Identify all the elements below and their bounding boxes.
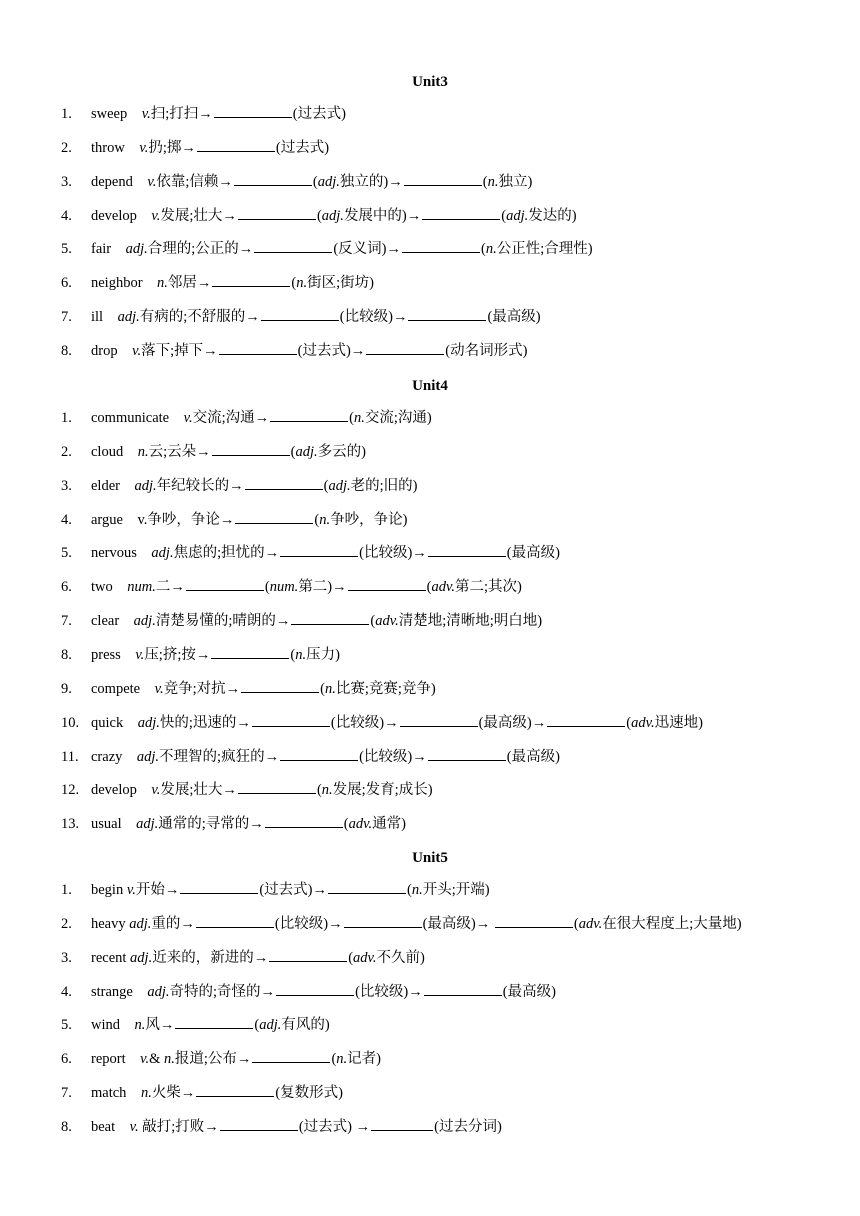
item-text: 有病的;不舒服的→	[139, 309, 260, 326]
part-of-speech: n.	[296, 275, 308, 292]
item-text: (比较级)→	[359, 545, 427, 562]
item-text: begin	[91, 882, 127, 898]
item-number: 2.	[61, 443, 72, 460]
part-of-speech: v.	[183, 410, 193, 426]
item-number: 7.	[61, 613, 72, 630]
vocab-item	[61, 713, 703, 733]
part-of-speech: n.	[140, 1085, 152, 1102]
vocab-item	[61, 1117, 502, 1137]
part-of-speech: adj.	[130, 949, 153, 966]
item-text: match	[91, 1085, 141, 1102]
answer-blank[interactable]	[422, 206, 500, 220]
item-text: 交流;沟通)	[364, 410, 432, 426]
part-of-speech: adv.	[375, 613, 399, 630]
vocab-item	[61, 914, 742, 934]
item-number: 3.	[61, 949, 72, 966]
item-text: 二→	[155, 579, 185, 596]
item-text: (过去式)→	[297, 342, 366, 359]
vocab-item	[61, 104, 346, 124]
item-text: 独立)	[498, 173, 533, 190]
part-of-speech: v.	[129, 1118, 139, 1135]
item-text: (	[320, 680, 325, 697]
part-of-speech: n.	[295, 646, 307, 663]
part-of-speech: adj.	[259, 1017, 282, 1034]
item-number: 3.	[61, 477, 72, 494]
part-of-speech: n.	[485, 241, 497, 258]
part-of-speech: adj.	[129, 915, 152, 932]
item-text: drop	[91, 342, 133, 359]
vocab-item	[61, 1083, 343, 1103]
answer-blank[interactable]	[241, 679, 319, 693]
answer-blank[interactable]	[254, 239, 332, 253]
item-number: 8.	[61, 1118, 72, 1135]
item-text: (	[343, 816, 349, 833]
part-of-speech: v.	[151, 207, 161, 224]
answer-blank[interactable]	[269, 948, 347, 962]
item-text: develop	[91, 207, 152, 224]
item-text: (比较级)→	[355, 983, 423, 1000]
item-text: 不理智的;疯狂的→	[159, 748, 280, 765]
item-text: beat	[91, 1118, 130, 1135]
section-title: Unit5	[412, 850, 448, 866]
item-text: two	[91, 579, 128, 596]
item-text: (	[291, 275, 297, 292]
part-of-speech: v.	[132, 342, 142, 359]
item-text: heavy	[91, 915, 130, 932]
answer-blank[interactable]	[366, 341, 444, 355]
item-text: 竞争;对抗→	[163, 680, 241, 697]
vocab-item	[61, 273, 374, 293]
part-of-speech: adv.	[431, 579, 455, 596]
vocab-item	[61, 814, 406, 834]
answer-blank[interactable]	[196, 1083, 274, 1097]
part-of-speech: n.	[319, 511, 331, 528]
answer-blank[interactable]	[424, 982, 502, 996]
part-of-speech: adj.	[321, 207, 344, 224]
part-of-speech: adj.	[506, 207, 529, 224]
item-text: (比较级)→	[330, 714, 399, 731]
part-of-speech: v.	[151, 782, 161, 799]
answer-blank[interactable]	[270, 408, 348, 422]
answer-blank[interactable]	[238, 780, 316, 794]
item-number: 13.	[61, 816, 80, 833]
item-text: 第二)→	[298, 579, 347, 596]
item-text: 记者)	[347, 1051, 381, 1068]
item-text: quick	[91, 714, 138, 731]
item-number: 10.	[61, 714, 80, 731]
item-text: 压力)	[306, 646, 340, 663]
item-text: (最高级)	[506, 545, 560, 562]
item-text: 争吵，争论)	[330, 511, 408, 528]
vocab-item	[61, 1049, 381, 1069]
part-of-speech: adj.	[136, 816, 159, 833]
item-text: 发展中的)→	[343, 207, 422, 224]
item-number: 6.	[61, 579, 72, 596]
item-text: (反义词)→	[333, 241, 401, 258]
item-text: (复数形式)	[275, 1085, 343, 1102]
item-text: (	[349, 410, 354, 426]
item-number: 4.	[61, 983, 72, 1000]
answer-blank[interactable]	[235, 510, 313, 524]
item-text: 风→	[145, 1017, 175, 1034]
item-text: 发达的)	[528, 207, 577, 224]
answer-blank[interactable]	[261, 307, 339, 321]
item-text: 清楚地;清晰地;明白地)	[398, 613, 543, 630]
item-text: (	[316, 207, 322, 224]
item-text: elder	[91, 477, 135, 494]
item-text: ill	[91, 309, 118, 326]
item-text: (	[426, 579, 432, 596]
item-text: 清楚易懂的;晴朗的→	[155, 613, 291, 630]
vocab-item	[61, 239, 593, 259]
item-text: 近来的，新进的→	[152, 949, 269, 966]
item-text: (比较级)→	[359, 748, 427, 765]
item-text: 街区;街坊)	[307, 275, 374, 292]
part-of-speech: v.	[140, 1051, 150, 1068]
part-of-speech: adj.	[317, 173, 340, 190]
item-text: (最高级)	[506, 748, 560, 765]
item-text: 开头;开端)	[422, 882, 490, 898]
item-text: 报道;公布→	[174, 1051, 252, 1068]
item-text: 公正性;合理性)	[496, 241, 593, 258]
vocab-item	[61, 747, 560, 767]
item-text: (最高级)→	[478, 714, 547, 731]
item-text: (	[290, 646, 296, 663]
item-number: 8.	[61, 646, 72, 663]
item-text: 有风的)	[281, 1017, 330, 1034]
item-text: (	[254, 1017, 260, 1034]
item-text: strange	[91, 983, 148, 1000]
item-text: 通常)	[372, 816, 406, 833]
item-number: 3.	[61, 173, 72, 190]
section-title: Unit3	[412, 74, 448, 90]
vocab-item	[61, 172, 532, 192]
item-text: (最高级)→	[422, 915, 494, 932]
item-text: (	[314, 511, 320, 528]
part-of-speech: adj.	[117, 309, 140, 326]
item-text: 合理的;公正的→	[147, 241, 254, 258]
item-text: develop	[91, 782, 152, 799]
part-of-speech: adj.	[295, 443, 318, 460]
vocab-item	[61, 307, 541, 327]
answer-blank[interactable]	[276, 982, 354, 996]
answer-blank[interactable]	[238, 206, 316, 220]
item-number: 6.	[61, 275, 72, 292]
part-of-speech: v.	[126, 882, 136, 898]
item-text: 邻居→	[167, 275, 212, 292]
item-text: communicate	[91, 410, 184, 426]
part-of-speech: num.	[127, 579, 156, 596]
item-text: cloud	[91, 443, 138, 460]
part-of-speech: adv.	[631, 714, 655, 731]
section-title: Unit4	[412, 378, 448, 394]
item-text: 云;云朵→	[148, 443, 211, 460]
item-text: recent	[91, 949, 131, 966]
item-text: compete	[91, 680, 155, 697]
item-text: report	[91, 1051, 141, 1068]
answer-blank[interactable]	[219, 341, 297, 355]
part-of-speech: adj.	[134, 477, 157, 494]
vocab-item	[61, 948, 425, 968]
item-text: 扔;掷→	[148, 139, 196, 156]
part-of-speech: n.	[411, 882, 423, 898]
item-text: sweep	[91, 106, 142, 122]
item-text: (比较级)→	[339, 309, 408, 326]
answer-blank[interactable]	[371, 1117, 433, 1131]
part-of-speech: n.	[325, 680, 336, 697]
part-of-speech: adj.	[137, 714, 160, 731]
answer-blank[interactable]	[408, 307, 486, 321]
item-text: (过去式)→	[259, 882, 328, 898]
vocab-item	[61, 611, 542, 631]
answer-blank[interactable]	[428, 543, 506, 557]
part-of-speech: adv.	[353, 949, 377, 966]
vocab-item	[61, 577, 522, 597]
item-text: (	[407, 882, 412, 898]
item-number: 5.	[61, 545, 72, 562]
item-text: 重的→	[151, 915, 195, 932]
item-text: (	[573, 915, 579, 932]
item-text: (	[626, 714, 632, 731]
answer-blank[interactable]	[265, 814, 343, 828]
part-of-speech: adj.	[136, 748, 160, 765]
part-of-speech: n.	[137, 443, 149, 460]
item-text: (	[480, 241, 486, 258]
item-number: 11.	[61, 748, 79, 765]
item-text: clear	[91, 613, 134, 630]
item-text: (比较级)→	[274, 915, 343, 932]
item-number: 4.	[61, 511, 72, 528]
answer-blank[interactable]	[245, 476, 323, 490]
answer-blank[interactable]	[280, 747, 358, 761]
part-of-speech: v.	[139, 139, 149, 156]
answer-blank[interactable]	[495, 914, 573, 928]
item-text: 依靠;信赖→	[156, 173, 233, 190]
item-text: (	[370, 613, 376, 630]
answer-blank[interactable]	[211, 645, 289, 659]
part-of-speech: num.	[269, 579, 299, 596]
answer-blank[interactable]	[344, 914, 422, 928]
vocab-item	[61, 138, 329, 158]
item-text: neighbor	[91, 275, 158, 292]
item-text: (	[482, 173, 488, 190]
item-number: 2.	[61, 139, 72, 156]
vocab-item	[61, 510, 407, 530]
item-text: 老的;旧的)	[350, 477, 418, 494]
item-text: press	[91, 646, 136, 663]
answer-blank[interactable]	[428, 747, 506, 761]
item-text: 不久前)	[376, 949, 425, 966]
answer-blank[interactable]	[404, 172, 482, 186]
item-text: (过去分词)	[434, 1118, 502, 1135]
item-text: (	[348, 949, 354, 966]
item-text: 扫;打扫→	[150, 106, 213, 122]
vocab-item	[61, 880, 490, 900]
answer-blank[interactable]	[402, 239, 480, 253]
item-text: 火柴→	[151, 1085, 196, 1102]
item-number: 5.	[61, 1017, 72, 1034]
item-number: 7.	[61, 309, 72, 326]
answer-blank[interactable]	[234, 172, 312, 186]
item-number: 7.	[61, 1085, 72, 1102]
item-number: 1.	[61, 106, 72, 122]
item-text: 焦虑的;担忧的→	[173, 545, 280, 562]
item-text: 独立的)→	[339, 173, 403, 190]
item-text: wind	[91, 1017, 135, 1034]
answer-blank[interactable]	[212, 273, 290, 287]
item-text: 发展;壮大→	[160, 782, 237, 799]
part-of-speech: n.	[157, 275, 168, 292]
item-text: (	[331, 1051, 337, 1068]
part-of-speech: n.	[353, 410, 365, 426]
vocab-item	[61, 679, 436, 699]
part-of-speech: adj.	[133, 613, 156, 630]
item-text: (	[323, 477, 329, 494]
item-text: (	[501, 207, 507, 224]
vocab-item	[61, 476, 418, 496]
part-of-speech: n.	[321, 782, 333, 799]
part-of-speech: adj.	[147, 983, 170, 1000]
item-text: (过去式) →	[298, 1118, 371, 1135]
item-text: depend	[91, 173, 148, 190]
answer-blank[interactable]	[214, 104, 292, 118]
item-text: 发展;壮大→	[160, 207, 237, 224]
item-text: nervous	[91, 545, 152, 562]
part-of-speech: n.	[336, 1051, 348, 1068]
vocab-item	[61, 645, 340, 665]
part-of-speech: n.	[487, 173, 499, 190]
item-text: 迅速地)	[654, 714, 703, 731]
answer-blank[interactable]	[328, 880, 406, 894]
item-text: &	[149, 1051, 165, 1068]
item-number: 2.	[61, 915, 72, 932]
part-of-speech: v.	[135, 646, 145, 663]
item-text: crazy	[91, 748, 137, 765]
item-text: (动名词形式)	[445, 342, 528, 359]
item-text: (最高级)	[487, 309, 541, 326]
vocab-item	[61, 206, 577, 226]
answer-blank[interactable]	[175, 1015, 253, 1029]
part-of-speech: adv.	[348, 816, 373, 833]
item-text: 敲打;打败→	[138, 1118, 219, 1135]
item-text: 压;挤;按→	[144, 646, 211, 663]
item-text: usual	[91, 816, 137, 833]
part-of-speech: adv.	[578, 915, 603, 932]
answer-blank[interactable]	[348, 577, 426, 591]
part-of-speech: n.	[134, 1017, 146, 1034]
item-text: 多云的)	[317, 443, 366, 460]
part-of-speech: v.	[141, 106, 151, 122]
vocab-item	[61, 543, 560, 563]
item-number: 4.	[61, 207, 72, 224]
vocab-item	[61, 341, 527, 361]
item-text: (	[312, 173, 318, 190]
answer-blank[interactable]	[186, 577, 264, 591]
answer-blank[interactable]	[400, 713, 478, 727]
item-text: (过去式)	[275, 139, 330, 156]
part-of-speech: v.	[154, 680, 164, 697]
item-text: throw	[91, 139, 140, 156]
item-text: (过去式)	[292, 106, 346, 122]
item-text: 发展;发育;成长)	[332, 782, 433, 799]
item-text: 快的;迅速的→	[159, 714, 251, 731]
item-text: 奇特的;奇怪的→	[169, 983, 276, 1000]
item-number: 8.	[61, 342, 72, 359]
answer-blank[interactable]	[180, 880, 258, 894]
answer-blank[interactable]	[547, 713, 625, 727]
item-text: 年纪较长的→	[156, 477, 244, 494]
item-text: 通常的;寻常的→	[158, 816, 264, 833]
item-number: 1.	[61, 410, 72, 426]
part-of-speech: n.	[164, 1051, 175, 1068]
vocab-item	[61, 1015, 330, 1035]
item-text: 第二;其次)	[455, 579, 522, 596]
answer-blank[interactable]	[196, 914, 274, 928]
vocab-item	[61, 408, 432, 428]
item-number: 6.	[61, 1051, 72, 1068]
answer-blank[interactable]	[212, 442, 290, 456]
item-number: 5.	[61, 241, 72, 258]
item-text: 交流;沟通→	[192, 410, 270, 426]
item-text: (	[316, 782, 322, 799]
item-text: (最高级)	[502, 983, 556, 1000]
answer-blank[interactable]	[291, 611, 369, 625]
item-text: (	[290, 443, 296, 460]
item-text: 开始→	[135, 882, 180, 898]
answer-blank[interactable]	[197, 138, 275, 152]
part-of-speech: adj.	[328, 477, 351, 494]
item-text: (	[264, 579, 270, 596]
part-of-speech: adj.	[125, 241, 148, 258]
item-number: 9.	[61, 680, 72, 697]
item-text: argue v.争吵，争论→	[91, 511, 235, 528]
part-of-speech: v.	[147, 173, 157, 190]
vocab-item	[61, 442, 366, 462]
item-text: 在很大程度上;大量地)	[602, 915, 742, 932]
answer-blank[interactable]	[220, 1117, 298, 1131]
answer-blank[interactable]	[252, 713, 330, 727]
answer-blank[interactable]	[280, 543, 358, 557]
answer-blank[interactable]	[252, 1049, 330, 1063]
vocab-item	[61, 982, 556, 1002]
item-text: fair	[91, 241, 126, 258]
item-text: 落下;掉下→	[141, 342, 218, 359]
item-number: 12.	[61, 782, 80, 799]
vocab-item	[61, 780, 433, 800]
item-number: 1.	[61, 882, 72, 898]
part-of-speech: adj.	[151, 545, 174, 562]
item-text: 比赛;竞赛;竞争)	[335, 680, 436, 697]
